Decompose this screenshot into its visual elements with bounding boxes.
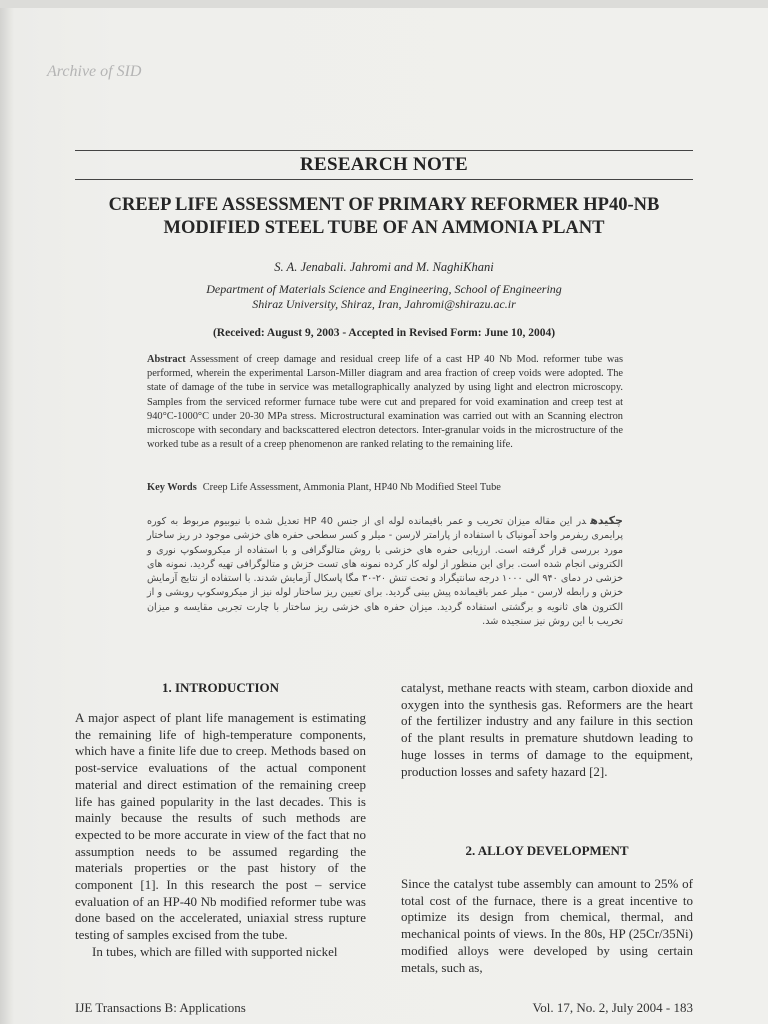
authors: S. A. Jenabali. Jahromi and M. NaghiKhani [274,260,494,274]
received-dates: (Received: August 9, 2003 - Accepted in Revised Form: June 10, 2004) [212,327,556,339]
footer-volume-page: Vol. 17, No. 2, July 2004 - 183 [532,1000,693,1015]
left-column [75,710,366,961]
right-column-top [401,680,693,780]
affiliation-line-2: Shiraz University, Shiraz, Iran, Jahromi@shirazu.ac.ir [252,297,516,311]
affiliation-line-1: Department of Materials Science and Engineering, School of Engineering [206,282,562,296]
title-line-1: CREEP LIFE ASSESSMENT OF PRIMARY REFORMER HP40-NB [108,195,660,215]
affiliation [75,282,693,312]
abstract-label: Abstract [147,354,186,365]
title-line-2: MODIFIED STEEL TUBE OF AN AMMONIA PLANT [163,218,605,238]
keywords [147,482,623,493]
scan-top-band [0,0,768,8]
keywords-label: Key Words [147,482,197,493]
archive-watermark: Archive of SID [47,63,142,80]
persian-abstract-text: در این مقاله میزان تخریب و عمر باقیمانده لوله ای از جنس HP 40 تعدیل شده با نیوبیوم مربوط به کوره پرایمری ریفرمر واحد آمونیاک با استفاده از پارامتر لارسن - میلر و کسر سطحی حفره های خزشی موجود در ریز ساختار مورد بررسی قرار گرفته است. ارزیابی حفره های خزشی با روش متالوگرافی و با استفاده از میکروسکوپ نوری و الکترونی انجام شده است. برای این منظور از لوله کار کرده نمونه های تست خزش و متالوگرافی تهیه گردید. نمونه های خزشی در دمای ۹۴۰ الی ۱۰۰۰ درجه سانتیگراد و تحت تنش ۲۰-۳۰ مگا پاسکال آزمایش شدند. با استفاده از نتایج آزمایش خزش و رابطه لارسن - میلر عمر باقیمانده پیش بینی گردید. برای تعیین ریز ساختار لوله نیز از میکروسکوپ روبشی و از الکترون های ثانویه و برگشتی استفاده گردید. میزان حفره های خزشی ریز ساختار با چارت تجربی مقایسه و میزان تخریب با این روش نیز سنجیده شد. [147,516,624,628]
top-rule [75,150,693,151]
persian-abstract [147,514,623,629]
alloy-development-paragraph: Since the catalyst tube assembly can amount to 25% of total cost of the furnace, there is a great incentive to optimize its design from chemical, thermal, and mechanical points of views. In the 80s, HP (25Cr/35Ni) modified alloys were developed by using certain metals, such as, [401,876,693,975]
persian-abstract-label: چکیده [590,514,623,527]
abstract-text: Assessment of creep damage and residual creep life of a cast HP 40 Nb Mod. reformer tube was performed, wherein the experimental Larson-Miller diagram and area fraction of creep voids were adopted. The state of damage of the tube in service was metallographically analyzed by using light and electron microscopy. Samples from the serviced reformer furnace tube were cut and prepared for void examination and creep test at 940°C-1000°C under 20-30 MPa stress. Microstructural examination was carried out with an Scanning electron microscope with secondary and backscattered electron detectors. Inter-granular voids in the microstructure of the worked tube as a result of a creep phenomenon are ranked relating to the remaining life. [147,354,623,451]
introduction-heading: 1. INTRODUCTION [161,680,279,695]
second-rule [75,179,693,180]
paper-title [60,194,708,240]
introduction-paragraph-2: In tubes, which are filled with supported nickel [92,943,338,959]
footer-journal: IJE Transactions B: Applications [75,1000,246,1015]
keywords-text: Creep Life Assessment, Ammonia Plant, HP40 Nb Modified Steel Tube [202,482,501,493]
right-column-bottom [401,876,693,976]
introduction-paragraph-1: A major aspect of plant life management is estimating the remaining life of high-temperature components, which have a finite life due to creep. Methods based on post-service evaluations of the actual component material and direct estimation of the remaining creep life has gained popularity in the last decades. This is mainly because the results of such methods are expected to be more accurate in view of the fact that no assumption needs to be assumed regarding the materials properties or the past history of the component [1]. In this research the post – service evaluation of an HP-40 Nb modified reformer tube was done based on the accelerated, uniaxial stress rupture testing of samples excised from the tube. [75,710,366,943]
alloy-development-heading: 2. ALLOY DEVELOPMENT [465,843,629,858]
abstract [147,353,623,452]
introduction-continuation: catalyst, methane reacts with steam, carbon dioxide and oxygen into the synthesis gas. Reformers are the heart of the fertilizer industry and any failure in this section of the plant results in premature shutdown leading to huge losses in terms of damage to the equipment, production losses and safety hazard [2]. [401,680,693,779]
section-label: RESEARCH NOTE [299,154,469,175]
